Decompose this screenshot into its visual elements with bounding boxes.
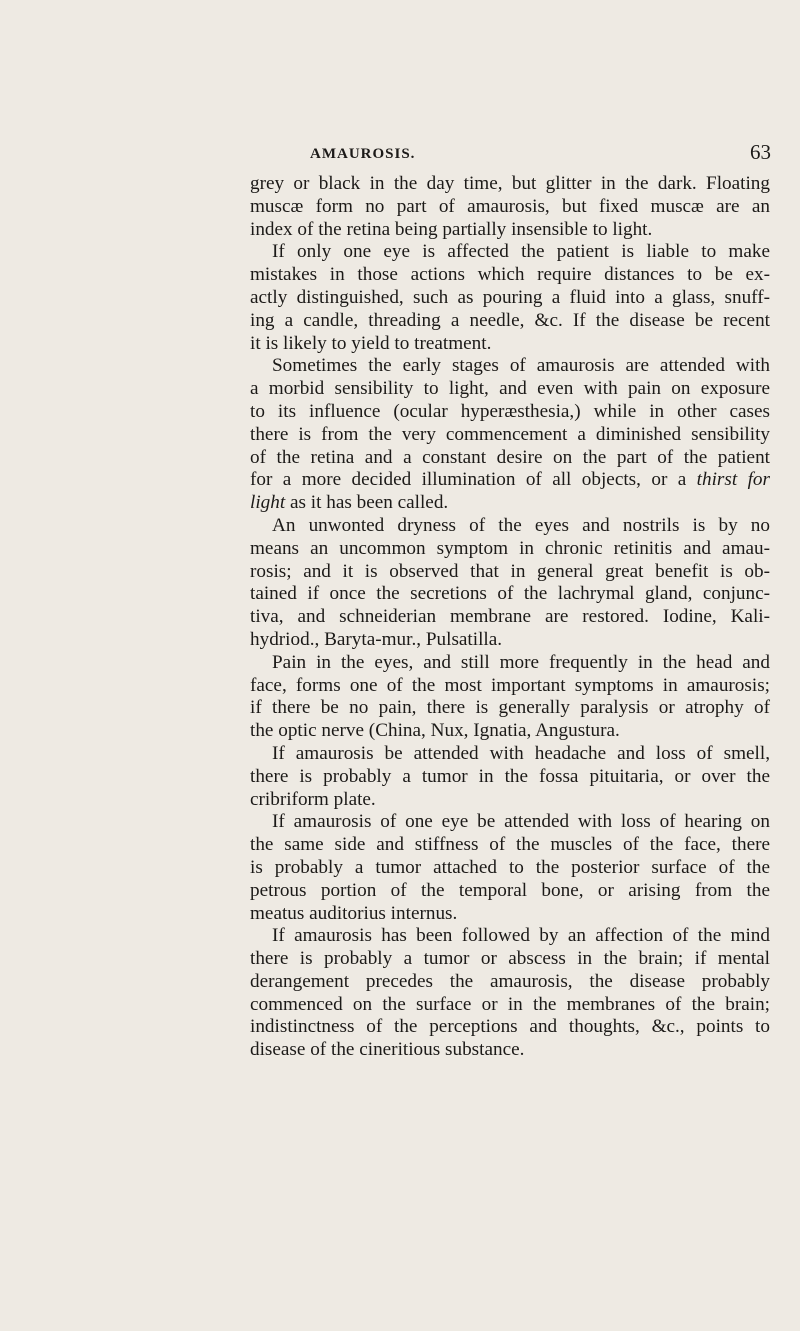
text-line: is probably a tumor attached to the posterior surface of the — [250, 856, 770, 878]
text-line: mistakes in those actions which require distances to be ex- — [250, 264, 770, 286]
text-line: If amaurosis has been followed by an affection of the mind — [272, 925, 770, 947]
text-line: there is probably a tumor in the fossa pituitaria, or over the — [250, 765, 770, 787]
text-line: meatus auditorius internus. — [250, 902, 458, 924]
text-line: Sometimes the early stages of amaurosis are attended with — [272, 355, 770, 377]
text-line: face, forms one of the most important symptoms in amaurosis; — [250, 674, 770, 696]
text-line: tained if once the secretions of the lachrymal gland, conjunc- — [250, 583, 770, 605]
text-line: there is probably a tumor or abscess in the brain; if mental — [250, 948, 770, 970]
text-line: a morbid sensibility to light, and even with pain on exposure — [250, 378, 770, 400]
text-line: If only one eye is affected the patient is liable to make — [272, 241, 770, 263]
text-line: Pain in the eyes, and still more frequently in the head and — [272, 651, 770, 673]
text-line: muscæ form no part of amaurosis, but fixed muscæ are an — [250, 195, 770, 217]
text-line: cribriform plate. — [250, 788, 376, 810]
body-text — [250, 173, 770, 1062]
text-line: grey or black in the day time, but glitter in the dark. Floating — [250, 173, 770, 194]
text-line: If amaurosis be attended with headache and loss of smell, — [272, 742, 770, 764]
text-line: If amaurosis of one eye be attended with loss of hearing on — [272, 811, 770, 833]
text-line: An unwonted dryness of the eyes and nostrils is by no — [272, 514, 770, 536]
text-line: hydriod., Baryta-mur., Pulsatilla. — [250, 628, 503, 650]
text-line: means an uncommon symptom in chronic retinitis and amau- — [250, 537, 770, 559]
italic-phrase: thirst for — [696, 469, 770, 491]
text-line: petrous portion of the temporal bone, or arising from the — [250, 879, 770, 901]
text-line: it is likely to yield to treatment. — [250, 332, 492, 354]
text-line: of the retina and a constant desire on the part of the patient — [250, 446, 770, 468]
text-line: to its influence (ocular hyperæsthesia,) while in other cases — [250, 400, 770, 422]
italic-phrase: light — [250, 492, 286, 514]
text-line: actly distinguished, such as pouring a fluid into a glass, snuff- — [250, 286, 770, 308]
text-line: derangement precedes the amaurosis, the disease probably — [250, 970, 770, 992]
page-number: 63 — [750, 140, 771, 164]
text-line: the optic nerve (China, Nux, Ignatia, Angustura. — [250, 720, 620, 742]
text-line: indistinctness of the perceptions and thoughts, &c., points to — [250, 1016, 770, 1038]
text-line: for a more decided illumination of all objects, or a thirst for — [250, 469, 770, 491]
text-line: index of the retina being partially insensible to light. — [250, 218, 653, 240]
text-line: rosis; and it is observed that in general great benefit is ob- — [250, 560, 770, 582]
text-line: disease of the cineritious substance. — [250, 1039, 525, 1061]
text-line: if there be no pain, there is generally paralysis or atrophy of — [250, 697, 770, 719]
text-line: commenced on the surface or in the membranes of the brain; — [250, 993, 770, 1015]
text-line: tiva, and schneiderian membrane are restored. Iodine, Kali- — [250, 606, 770, 628]
text-line: light as it has been called. — [250, 492, 449, 514]
text-line: the same side and stiffness of the muscles of the face, there — [250, 834, 770, 856]
running-title: AMAUROSIS. — [310, 146, 416, 162]
text-line: there is from the very commencement a diminished sensibility — [250, 423, 770, 445]
text-line: ing a candle, threading a needle, &c. If the disease be recent — [250, 309, 770, 331]
